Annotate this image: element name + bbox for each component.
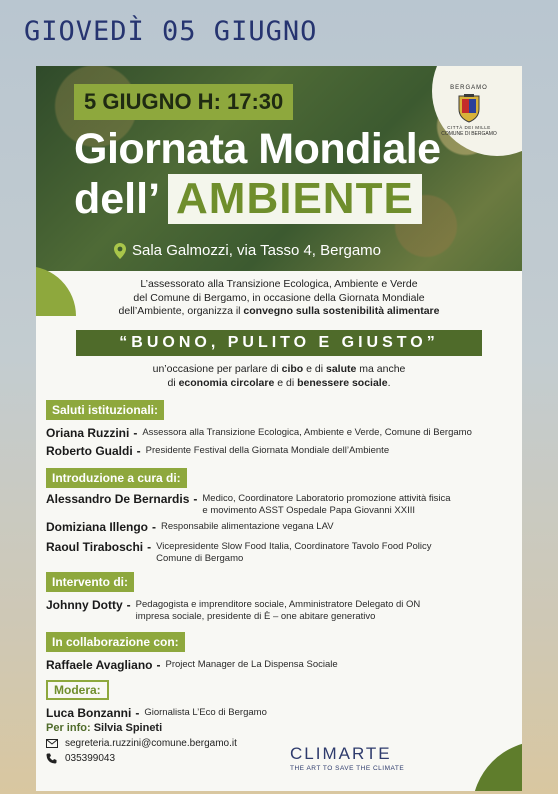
speaker-role-line1: Medico, Coordinatore Laboratorio promozione attività fisica <box>202 493 451 504</box>
event-title-dell: dell’ <box>74 175 161 223</box>
speaker-role-line2: e movimento ASST Ospedale Papa Giovanni XXIII <box>202 505 416 516</box>
climarte-subtitle: THE ART TO SAVE THE CLIMATE <box>290 765 405 772</box>
location-pin-icon <box>114 243 126 259</box>
speaker-role: Giornalista L’Eco di Bergamo <box>144 707 267 718</box>
header-date: GIOVEDÌ 05 GIUGNO <box>24 15 318 47</box>
speaker-name: Alessandro De Bernardis <box>46 492 190 506</box>
speaker-dash: - <box>147 540 152 554</box>
section-intervento-label: Intervento di: <box>52 575 129 589</box>
speaker-name: Roberto Gualdi <box>46 444 133 458</box>
speaker-role: Project Manager de La Dispensa Sociale <box>165 659 338 670</box>
speaker-dash: - <box>152 520 157 534</box>
tagline-l1-e: ma anche <box>356 363 406 375</box>
speaker-dash: - <box>126 598 131 612</box>
logo-city-name: COMUNE DI BERGAMO <box>441 131 497 137</box>
section-modera <box>46 680 109 700</box>
event-location <box>114 242 381 259</box>
speaker-name: Raffaele Avagliano <box>46 658 153 672</box>
event-title-line2 <box>74 174 422 224</box>
contact-label: Per info: <box>46 722 91 734</box>
comune-logo <box>430 72 508 150</box>
section-collaborazione-label: In collaborazione con: <box>52 635 179 649</box>
speaker-name: Raoul Tiraboschi <box>46 540 144 554</box>
climarte-logo <box>290 744 404 772</box>
hero-banner <box>36 66 522 271</box>
speaker-tiraboschi <box>46 540 516 565</box>
section-introduzione-label: Introduzione a cura di: <box>52 471 181 485</box>
speaker-illengo <box>46 520 516 534</box>
tagline-l2-b: economia circolare <box>178 377 275 389</box>
contact-phone[interactable]: 035399043 <box>65 753 116 764</box>
decorative-leaf-bottom-right <box>472 741 522 791</box>
event-datetime: 5 GIUGNO H: 17:30 <box>84 89 284 114</box>
speaker-role-line1: Vicepresidente Slow Food Italia, Coordinatore Tavolo Food Policy <box>156 541 432 552</box>
speaker-role <box>202 492 450 517</box>
speaker-name: Oriana Ruzzini <box>46 426 130 440</box>
slogan-text: “BUONO, PULITO E GIUSTO” <box>119 334 439 351</box>
section-introduzione <box>46 468 187 488</box>
tagline-l1-b: cibo <box>281 363 304 375</box>
speaker-role <box>156 540 431 565</box>
speaker-dash: - <box>135 706 140 720</box>
intro-line3-text: dell’Ambiente, organizza il <box>118 305 244 317</box>
location-text: Sala Galmozzi, via Tasso 4, Bergamo <box>132 242 382 259</box>
speaker-role-line1: Pedagogista e imprenditore sociale, Amministratore Delegato di ON <box>135 599 421 610</box>
speaker-debernardis <box>46 492 516 517</box>
slogan-banner <box>76 330 482 356</box>
speaker-role: Presidente Festival della Giornata Mondiale dell’Ambiente <box>145 445 390 456</box>
speaker-name: Johnny Dotty <box>46 598 123 612</box>
speaker-avagliano <box>46 658 516 672</box>
speaker-role-line2: impresa sociale, presidente di È – one abitare generativo <box>135 611 376 622</box>
tagline-line1 <box>76 362 482 376</box>
speaker-dash: - <box>136 444 141 458</box>
speaker-dash: - <box>133 426 138 440</box>
phone-icon <box>46 753 60 764</box>
speaker-ruzzini <box>46 426 516 440</box>
tagline <box>76 362 482 390</box>
city-shield-icon <box>456 93 482 123</box>
intro-line3 <box>76 305 482 319</box>
tagline-l2-d: benessere sociale <box>297 377 388 389</box>
tagline-l1-c: e di <box>303 363 326 375</box>
speaker-gualdi <box>46 444 516 458</box>
speaker-role-line2: Comune di Bergamo <box>156 553 244 564</box>
tagline-line2 <box>76 376 482 390</box>
event-title-line1: Giornata Mondiale <box>74 125 441 173</box>
speaker-role: Assessora alla Transizione Ecologica, Ambiente e Verde, Comune di Bergamo <box>142 427 472 438</box>
contact-info <box>46 722 237 768</box>
speaker-name: Domiziana Illengo <box>46 520 149 534</box>
contact-person: Silvia Spineti <box>93 722 163 734</box>
intro-line3-bold: convegno sulla sostenibilità alimentare <box>243 305 440 317</box>
event-datetime-box <box>74 84 293 120</box>
logo-motto: CITTÀ DEI MILLE <box>447 125 491 130</box>
speaker-role: Responsabile alimentazione vegana LAV <box>161 521 334 532</box>
section-saluti-label: Saluti istituzionali: <box>52 403 159 417</box>
section-saluti <box>46 400 164 420</box>
logo-top-text: BERGAMO <box>450 85 488 91</box>
speaker-dotty <box>46 598 516 623</box>
event-poster <box>36 66 522 791</box>
contact-email[interactable]: segreteria.ruzzini@comune.bergamo.it <box>65 738 237 749</box>
tagline-l1-a: un’occasione per parlare di <box>152 363 282 375</box>
tagline-l2-c: e di <box>274 377 298 389</box>
envelope-icon <box>46 739 60 748</box>
speaker-role <box>136 598 421 623</box>
contact-email-row <box>46 738 237 749</box>
section-modera-label: Modera: <box>54 683 101 697</box>
tagline-l2-a: di <box>167 377 179 389</box>
speaker-bonzanni <box>46 706 516 720</box>
intro-line1: L’assessorato alla Transizione Ecologica, Ambiente e Verde <box>140 278 418 290</box>
speaker-name: Luca Bonzanni <box>46 706 132 720</box>
tagline-l2-e: . <box>387 377 391 389</box>
event-title-highlight-box <box>168 174 422 224</box>
header <box>0 0 558 62</box>
section-collaborazione <box>46 632 185 652</box>
intro-line2: del Comune di Bergamo, in occasione della Giornata Mondiale <box>133 291 425 304</box>
speaker-dash: - <box>193 492 198 506</box>
event-title-ambiente: AMBIENTE <box>176 174 414 223</box>
intro-paragraph <box>76 278 482 319</box>
section-intervento <box>46 572 134 592</box>
speaker-dash: - <box>156 658 161 672</box>
climarte-name: CLIMARTE <box>290 744 392 763</box>
contact-title <box>46 722 237 734</box>
contact-phone-row <box>46 753 237 764</box>
tagline-l1-d: salute <box>325 363 357 375</box>
decorative-leaf-left <box>36 266 76 316</box>
